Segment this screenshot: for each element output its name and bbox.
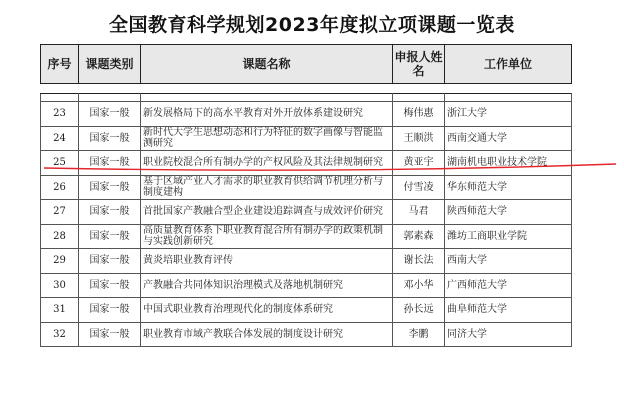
cell-name: 新发展格局下的高水平教育对外开放体系建设研究 (141, 102, 393, 127)
cell-no: 32 (41, 322, 79, 347)
page-title: 全国教育科学规划2023年度拟立项课题一览表 (109, 14, 515, 36)
cell-name: 首批国家产教融合型企业建设追踪调查与成效评价研究 (141, 200, 393, 225)
cell-no: 31 (41, 298, 79, 323)
cell-applicant: 梅伟惠 (393, 102, 445, 127)
cell-name: 新时代大学生思想动态和行为特征的数字画像与智能监测研究 (141, 126, 393, 151)
cell-category: 国家一般 (79, 200, 141, 225)
cell-unit: 西南交通大学 (445, 126, 572, 151)
cell-no: 23 (41, 102, 79, 127)
cell-unit: 华东师范大学 (445, 175, 572, 200)
cell-applicant: 邓小华 (393, 273, 445, 298)
table-row (41, 224, 572, 249)
cell-no: 24 (41, 126, 79, 151)
cell-name: 基于区域产业人才需求的职业教育供给调节机理分析与制度建构 (141, 175, 393, 200)
cell-name: 黄炎培职业教育评传 (141, 249, 393, 274)
cell-unit: 同济大学 (445, 322, 572, 347)
header-name: 课题名称 (141, 45, 393, 84)
cell-name: 中国式职业教育治理现代化的制度体系研究 (141, 298, 393, 323)
header-applicant: 申报人姓名 (393, 45, 445, 84)
cell-unit: 浙江大学 (445, 102, 572, 127)
header-unit: 工作单位 (445, 45, 572, 84)
cell-unit: 陕西师范大学 (445, 200, 572, 225)
table-row (41, 249, 572, 274)
cell-name: 高质量教育体系下职业教育混合所有制办学的政策机制与实践创新研究 (141, 224, 393, 249)
cell-category: 国家一般 (79, 175, 141, 200)
table-row (41, 126, 572, 151)
cell-applicant: 马君 (393, 200, 445, 225)
cell-name: 职业院校混合所有制办学的产权风险及其法律规制研究 (141, 151, 393, 176)
cell-category: 国家一般 (79, 151, 141, 176)
table-row (41, 322, 572, 347)
cell-applicant: 王顺洪 (393, 126, 445, 151)
table-row (41, 175, 572, 200)
cell-name: 职业教育市域产教联合体发展的制度设计研究 (141, 322, 393, 347)
table-row (41, 273, 572, 298)
cell-no: 28 (41, 224, 79, 249)
table-header (40, 44, 572, 84)
table-row (41, 200, 572, 225)
table-row (41, 102, 572, 127)
blank-row (41, 94, 572, 102)
project-table (40, 93, 572, 347)
header-no: 序号 (41, 45, 79, 84)
table-row (41, 298, 572, 323)
cell-unit: 潍坊工商职业学院 (445, 224, 572, 249)
cell-applicant: 付雪凌 (393, 175, 445, 200)
table-body (41, 94, 572, 347)
cell-category: 国家一般 (79, 249, 141, 274)
cell-applicant: 孙长远 (393, 298, 445, 323)
cell-unit: 广西师范大学 (445, 273, 572, 298)
cell-no: 29 (41, 249, 79, 274)
cell-category: 国家一般 (79, 102, 141, 127)
table-row (41, 151, 572, 176)
cell-applicant: 黄亚宇 (393, 151, 445, 176)
cell-no: 25 (41, 151, 79, 176)
cell-applicant: 李鹏 (393, 322, 445, 347)
cell-category: 国家一般 (79, 298, 141, 323)
cell-no: 26 (41, 175, 79, 200)
cell-unit: 西南大学 (445, 249, 572, 274)
header-category: 课题类别 (79, 45, 141, 84)
cell-unit: 曲阜师范大学 (445, 298, 572, 323)
cell-category: 国家一般 (79, 224, 141, 249)
cell-category: 国家一般 (79, 126, 141, 151)
cell-no: 30 (41, 273, 79, 298)
cell-name: 产教融合共同体知识治理模式及落地机制研究 (141, 273, 393, 298)
cell-applicant: 郭素森 (393, 224, 445, 249)
cell-no: 27 (41, 200, 79, 225)
cell-category: 国家一般 (79, 273, 141, 298)
cell-unit: 湖南机电职业技术学院 (445, 151, 572, 176)
cell-category: 国家一般 (79, 322, 141, 347)
cell-applicant: 谢长法 (393, 249, 445, 274)
